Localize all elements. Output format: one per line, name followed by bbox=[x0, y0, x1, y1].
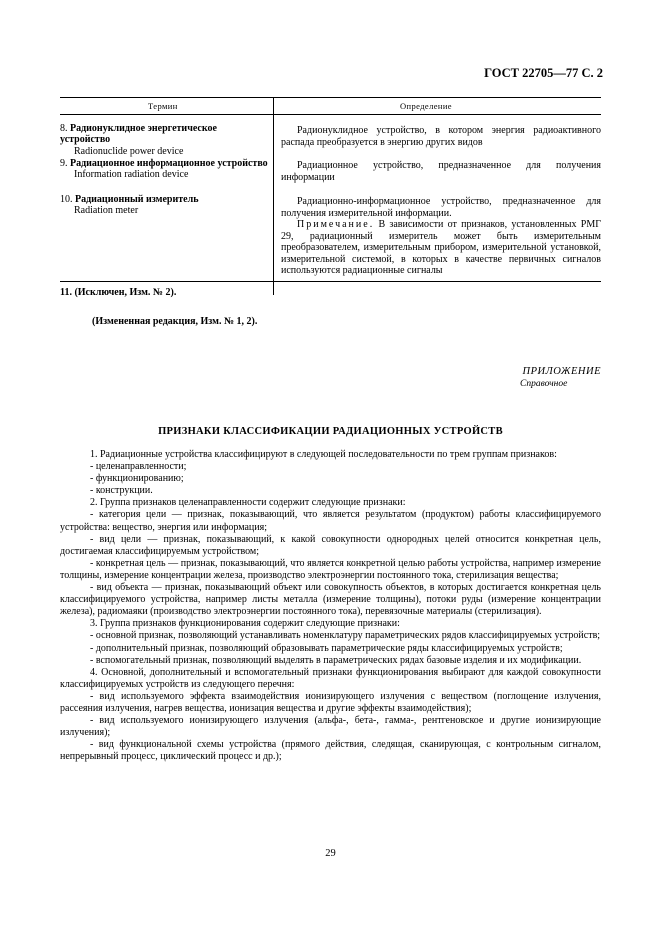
paragraph: - вид используемого эффекта взаимодействия ионизирующего излучения с веществом (поглощение излучения, рассеяния излучения, нагрев вещества, ионизация вещества и другие эффекты взаимодействия); bbox=[60, 690, 601, 714]
table-note bbox=[281, 219, 601, 277]
term-number: 10. bbox=[60, 194, 73, 205]
term-row-8 bbox=[60, 123, 268, 157]
paragraph: - вид цели — признак, показывающий, к какой совокупности однородных целей относится конкретная цель, достигаемая классифицируемым устройством; bbox=[60, 533, 601, 557]
note-text: В зависимости от признаков, установленных РМГ 29, радиационный измеритель может быть измерительным преобразователем, измерительным прибором, измерительной установкой, измерительной системой, в которых в качестве первичных сигналов используются радиационные сигналы bbox=[281, 219, 601, 277]
term-russian: Радионуклидное энергетическое устройство bbox=[60, 123, 217, 146]
column-header-term: Термин bbox=[148, 101, 178, 111]
table-column-divider bbox=[273, 97, 274, 295]
table-bottom-rule bbox=[60, 281, 601, 282]
paragraph: - вспомогательный признак, позволяющий выделять в параметрических рядах базовые изделия и их модификации. bbox=[90, 654, 582, 666]
definition-row-8: Радионуклидное устройство, в котором энергия радиоактивного распада преобразуется в энергию других видов bbox=[281, 125, 601, 148]
excluded-item: 11. (Исключен, Изм. № 2). bbox=[60, 287, 177, 298]
term-row-10 bbox=[60, 194, 268, 217]
paragraph: 3. Группа признаков функционирования содержит следующие признаки: bbox=[90, 618, 400, 630]
paragraph: - основной признак, позволяющий устанавливать номенклатуру параметрических рядов классифицируемых устройств; bbox=[90, 630, 601, 642]
term-english: Radionuclide power device bbox=[74, 145, 184, 157]
note-label: Примечание. bbox=[297, 219, 375, 230]
table-header-rule bbox=[60, 114, 601, 115]
page-number: 29 bbox=[325, 848, 336, 859]
paragraph: - вид функциональной схемы устройства (прямого действия, следящая, сканирующая, с контрольным сигналом, непрерывный процесс, циклический процесс и др.); bbox=[60, 739, 601, 763]
term-row-9 bbox=[60, 158, 268, 181]
term-english: Information radiation device bbox=[74, 169, 189, 181]
paragraph: - целенаправленности; bbox=[90, 461, 187, 473]
definition-row-9: Радиационное устройство, предназначенное для получения информации bbox=[281, 160, 601, 183]
term-russian: Радиационный измеритель bbox=[75, 194, 199, 205]
document-header: ГОСТ 22705—77 С. 2 bbox=[484, 66, 603, 80]
edition-note: (Измененная редакция, Изм. № 1, 2). bbox=[92, 316, 258, 327]
paragraph: 2. Группа признаков целенаправленности содержит следующие признаки: bbox=[90, 497, 406, 509]
paragraph: - вид объекта — признак, показывающий объект или совокупность объектов, в которых достигается конкретная цель классифицируемого устройства, например листы металла (измерение толщины), потоки руды (измерение концентрации железа), радиомаяки (производство электроэнергии постоянного тока), перевязочные материалы (стерилизация). bbox=[60, 582, 601, 618]
paragraph: 1. Радиационные устройства классифицируют в следующей последовательности по трем группам признаков: bbox=[90, 449, 557, 460]
paragraph: - категория цели — признак, показывающий, что является результатом (продуктом) работы классифицируемого устройства: вещество, энергия или информация; bbox=[60, 509, 601, 533]
term-english: Radiation meter bbox=[74, 205, 139, 217]
paragraph: - конструкции. bbox=[90, 485, 153, 497]
paragraph: - дополнительный признак, позволяющий образовывать параметрические ряды классифицируемых устройств; bbox=[90, 642, 563, 654]
term-number: 8. bbox=[60, 123, 68, 134]
appendix-subtitle: Справочное bbox=[520, 379, 568, 389]
term-number: 9. bbox=[60, 158, 68, 169]
section-title: ПРИЗНАКИ КЛАССИФИКАЦИИ РАДИАЦИОННЫХ УСТРОЙСТВ bbox=[158, 426, 503, 437]
table-top-rule bbox=[60, 97, 601, 98]
definition-row-10: Радиационно-информационное устройство, предназначенное для получения измерительной информации. bbox=[281, 196, 601, 219]
paragraph: - конкретная цель — признак, показывающий, что является конкретной целью работы устройства, например измерение толщины, измерение концентрации железа, производство электроэнергии постоянного тока, стерилизация вещества; bbox=[60, 557, 601, 581]
paragraph: - вид используемого ионизирующего излучения (альфа-, бета-, гамма-, рентгеновское и другие ионизирующие излучения); bbox=[60, 715, 601, 739]
column-header-definition: Определение bbox=[400, 101, 452, 111]
paragraph: 4. Основной, дополнительный и вспомогательный признаки функционирования выбирают для каждой совокупности классифицируемых устройств из следующего перечня: bbox=[60, 666, 601, 690]
appendix-label: ПРИЛОЖЕНИЕ bbox=[522, 366, 601, 377]
paragraph: - функционированию; bbox=[90, 473, 184, 485]
term-russian: Радиационное информационное устройство bbox=[70, 158, 268, 169]
body-text bbox=[60, 449, 601, 763]
